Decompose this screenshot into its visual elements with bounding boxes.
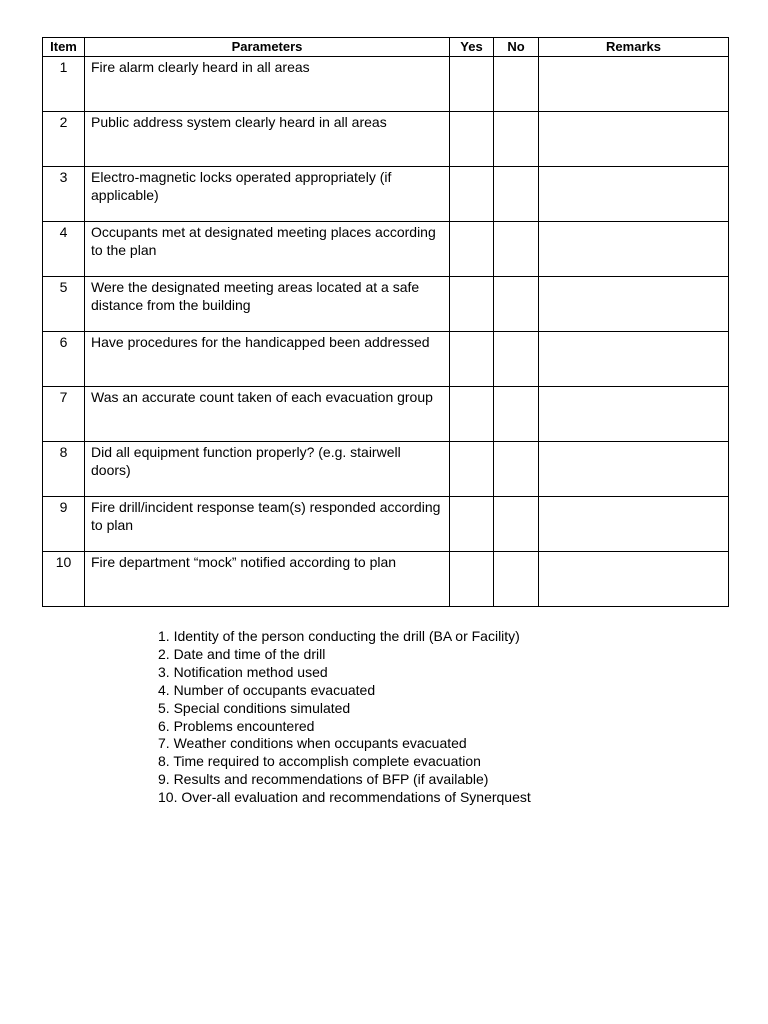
remarks-cell[interactable] <box>539 332 729 387</box>
remarks-cell[interactable] <box>539 222 729 277</box>
parameter-cell: Fire department “mock” notified according to plan <box>85 552 450 607</box>
yes-cell[interactable] <box>450 57 494 112</box>
list-item: 5. Special conditions simulated <box>158 699 351 716</box>
header-remarks: Remarks <box>539 38 729 57</box>
no-cell[interactable] <box>494 222 539 277</box>
no-cell[interactable] <box>494 332 539 387</box>
remarks-cell[interactable] <box>539 277 729 332</box>
yes-cell[interactable] <box>450 222 494 277</box>
remarks-cell[interactable] <box>539 387 729 442</box>
table-row <box>43 442 729 497</box>
item-number-cell: 7 <box>43 387 85 442</box>
item-number-cell: 8 <box>43 442 85 497</box>
parameter-cell: Fire alarm clearly heard in all areas <box>85 57 450 112</box>
list-item: 10. Over-all evaluation and recommendations of Synerquest <box>158 789 531 806</box>
parameter-cell: Was an accurate count taken of each evacuation group <box>85 387 450 442</box>
yes-cell[interactable] <box>450 167 494 222</box>
yes-cell[interactable] <box>450 552 494 607</box>
drill-checklist-table <box>42 37 729 607</box>
table-row <box>43 387 729 442</box>
parameter-cell: Electro-magnetic locks operated appropriately (if applicable) <box>85 167 450 222</box>
table-row <box>43 57 729 112</box>
item-number-cell: 2 <box>43 112 85 167</box>
list-item: 1. Identity of the person conducting the drill (BA or Facility) <box>158 628 520 644</box>
yes-cell[interactable] <box>450 442 494 497</box>
remarks-cell[interactable] <box>539 497 729 552</box>
item-number-cell: 10 <box>43 552 85 607</box>
header-item: Item <box>43 38 85 57</box>
table-row <box>43 167 729 222</box>
item-number-cell: 1 <box>43 57 85 112</box>
no-cell[interactable] <box>494 277 539 332</box>
remarks-cell[interactable] <box>539 167 729 222</box>
table-row <box>43 112 729 167</box>
no-cell[interactable] <box>494 387 539 442</box>
list-item: 2. Date and time of the drill <box>158 645 326 662</box>
remarks-cell[interactable] <box>539 112 729 167</box>
no-cell[interactable] <box>494 497 539 552</box>
no-cell[interactable] <box>494 167 539 222</box>
parameter-cell: Public address system clearly heard in all areas <box>85 112 450 167</box>
no-cell[interactable] <box>494 552 539 607</box>
table-header-row <box>43 38 729 57</box>
yes-cell[interactable] <box>450 387 494 442</box>
list-item: 6. Problems encountered <box>158 717 315 734</box>
no-cell[interactable] <box>494 442 539 497</box>
table-row <box>43 277 729 332</box>
item-number-cell: 3 <box>43 167 85 222</box>
list-item: 9. Results and recommendations of BFP (if available) <box>158 771 489 788</box>
parameter-cell: Occupants met at designated meeting places according to the plan <box>85 222 450 277</box>
parameter-cell: Did all equipment function properly? (e.g. stairwell doors) <box>85 442 450 497</box>
parameter-cell: Were the designated meeting areas located at a safe distance from the building <box>85 277 450 332</box>
table-row <box>43 332 729 387</box>
no-cell[interactable] <box>494 112 539 167</box>
header-parameters: Parameters <box>85 38 450 57</box>
list-item: 7. Weather conditions when occupants evacuated <box>158 735 467 752</box>
yes-cell[interactable] <box>450 112 494 167</box>
table-row <box>43 222 729 277</box>
no-cell[interactable] <box>494 57 539 112</box>
yes-cell[interactable] <box>450 332 494 387</box>
report-items-list <box>158 628 531 807</box>
list-item: 3. Notification method used <box>158 663 328 680</box>
item-number-cell: 9 <box>43 497 85 552</box>
item-number-cell: 4 <box>43 222 85 277</box>
item-number-cell: 5 <box>43 277 85 332</box>
yes-cell[interactable] <box>450 277 494 332</box>
remarks-cell[interactable] <box>539 57 729 112</box>
header-no: No <box>494 38 539 57</box>
list-item: 8. Time required to accomplish complete evacuation <box>158 753 481 770</box>
header-yes: Yes <box>450 38 494 57</box>
item-number-cell: 6 <box>43 332 85 387</box>
yes-cell[interactable] <box>450 497 494 552</box>
remarks-cell[interactable] <box>539 552 729 607</box>
list-item: 4. Number of occupants evacuated <box>158 681 376 698</box>
table-row <box>43 497 729 552</box>
parameter-cell: Fire drill/incident response team(s) responded according to plan <box>85 497 450 552</box>
parameter-cell: Have procedures for the handicapped been addressed <box>85 332 450 387</box>
table-row <box>43 552 729 607</box>
remarks-cell[interactable] <box>539 442 729 497</box>
